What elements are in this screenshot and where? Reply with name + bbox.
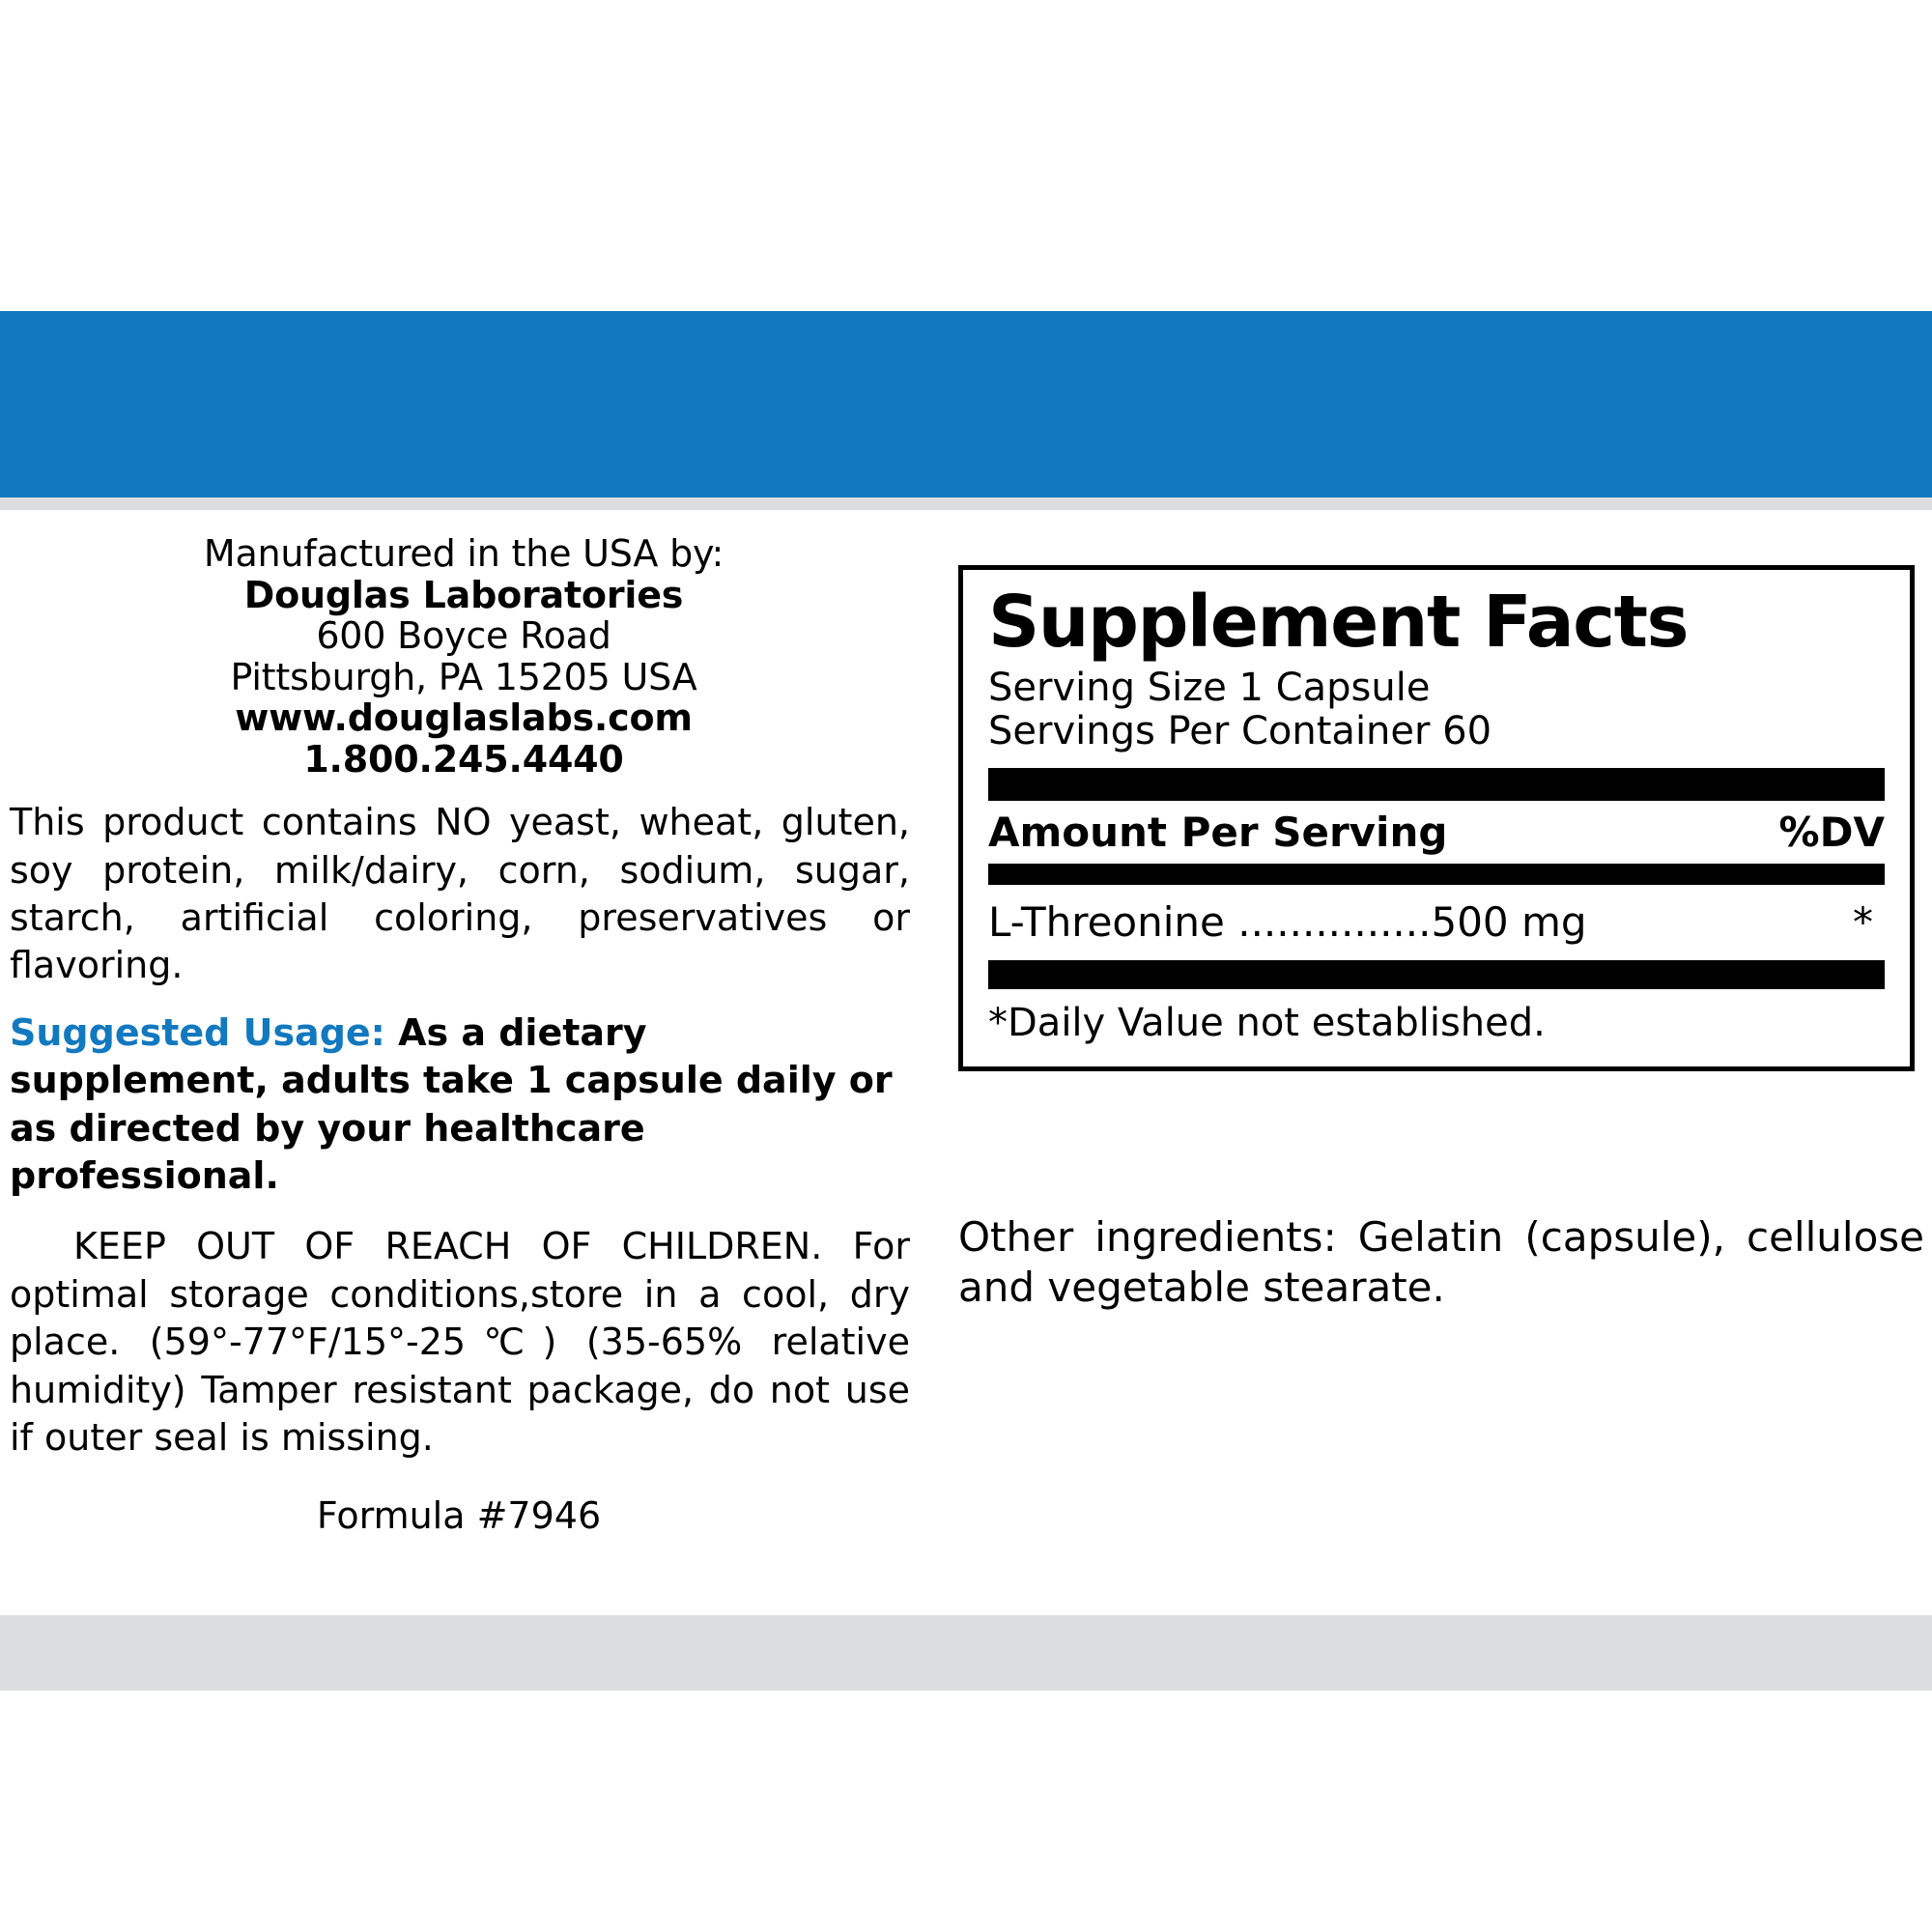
storage-conditions-text: For optimal storage conditions,store in a cool, dry place. (59°-77°F/15°-25℃) (35-65% relative humidity) Tamper resistant package, do not use if outer seal is missing. bbox=[10, 1225, 910, 1459]
amount-per-serving-label: Amount Per Serving bbox=[988, 808, 1448, 856]
allergen-free-statement: This product contains NO yeast, wheat, gluten, soy protein, milk/dairy, corn, sodium, sugar, starch, artificial coloring, preservatives or flavoring. bbox=[10, 801, 910, 987]
facts-divider-bottom bbox=[988, 960, 1885, 989]
keep-out-of-reach-warning: KEEP OUT OF REACH OF CHILDREN. bbox=[73, 1225, 823, 1268]
manufacturer-block bbox=[10, 533, 918, 780]
storage-warning-block bbox=[10, 1223, 918, 1462]
suggested-usage-text: As a dietary supplement, adults take 1 capsule daily or as directed by your healthcare professional. bbox=[10, 1010, 893, 1198]
facts-divider-thick bbox=[988, 768, 1885, 801]
company-address-city: Pittsburgh, PA 15205 USA bbox=[230, 655, 697, 698]
brand-color-band bbox=[0, 311, 1932, 497]
company-name: Douglas Laboratories bbox=[243, 573, 684, 616]
formula-number: Formula #7946 bbox=[316, 1494, 602, 1538]
percent-dv-label: %DV bbox=[1778, 808, 1885, 856]
company-address-street: 600 Boyce Road bbox=[316, 614, 611, 658]
manufactured-in-line: Manufactured in the USA by: bbox=[203, 532, 724, 575]
serving-size-line: Serving Size 1 Capsule bbox=[988, 665, 1431, 710]
facts-divider-mid bbox=[988, 864, 1885, 885]
supplement-facts-box bbox=[958, 565, 1915, 1071]
ingredient-daily-value: * bbox=[1853, 897, 1873, 946]
top-white-area bbox=[0, 0, 1932, 311]
ingredient-amount: 500 mg bbox=[1431, 897, 1587, 946]
servings-per-container-line: Servings Per Container 60 bbox=[988, 709, 1492, 754]
daily-value-footnote: *Daily Value not established. bbox=[988, 1000, 1546, 1045]
grey-divider-top bbox=[0, 497, 1932, 510]
ingredient-name: L-Threonine ............... bbox=[988, 897, 1432, 946]
grey-band-bottom bbox=[0, 1615, 1932, 1690]
other-ingredients-text: Other ingredients: Gelatin (capsule), cellulose and vegetable stearate. bbox=[958, 1213, 1924, 1312]
amount-per-serving-header-row bbox=[988, 809, 1885, 856]
suggested-usage-heading: Suggested Usage: bbox=[10, 1010, 385, 1054]
table-row bbox=[988, 898, 1885, 951]
suggested-usage-block bbox=[10, 1009, 918, 1201]
supplement-facts-panel bbox=[958, 565, 1915, 1071]
company-phone[interactable]: 1.800.245.4440 bbox=[303, 737, 624, 781]
bottom-white-area bbox=[0, 1690, 1932, 1932]
company-website[interactable]: www.douglaslabs.com bbox=[235, 696, 693, 740]
left-info-column bbox=[10, 533, 918, 1537]
supplement-facts-title: Supplement Facts bbox=[988, 581, 1689, 664]
